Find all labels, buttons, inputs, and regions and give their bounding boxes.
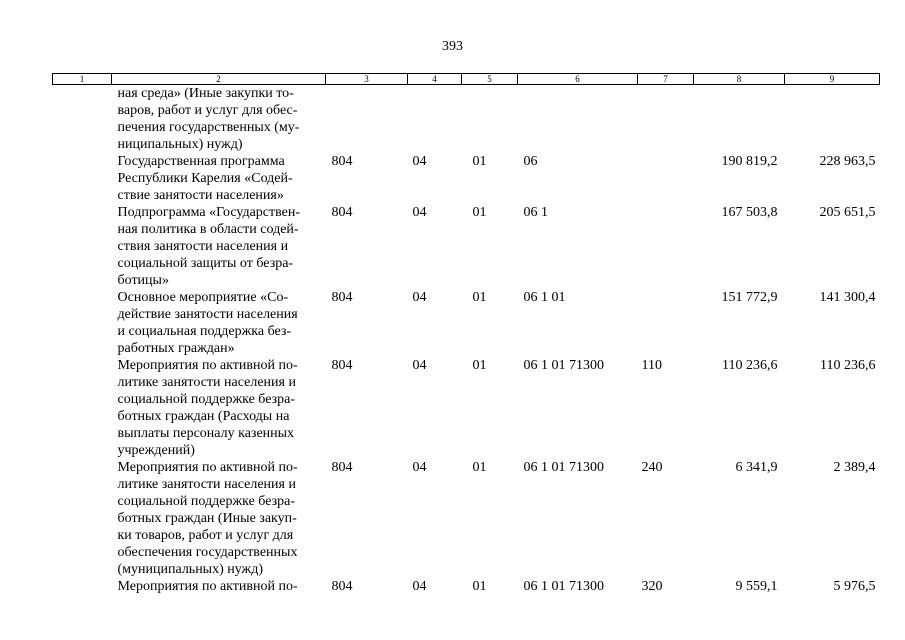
table-header (53, 74, 880, 85)
header-row (53, 74, 880, 85)
text-line: социальной поддержке безра- (117, 494, 296, 509)
cell-amount-1: 9 559,1 (735, 579, 778, 594)
cell-pr: 01 (472, 290, 487, 305)
text-line: литике занятости населения и (117, 477, 296, 492)
cell-pr: 01 (472, 154, 487, 169)
text-line: и социальная поддержка без- (117, 324, 292, 339)
text-line: ствия занятости населения и (117, 239, 289, 254)
page-number: 393 (442, 39, 463, 54)
text-line: печения государственных (му- (117, 120, 300, 135)
continuation-row (53, 85, 880, 154)
cell-amount-1: 6 341,9 (735, 460, 778, 475)
cell-rz: 04 (412, 460, 427, 475)
cell-amount-2: 2 389,4 (833, 460, 876, 475)
table-row (53, 578, 880, 595)
cell-gr: 804 (331, 460, 353, 475)
cell-vr (638, 204, 694, 289)
cell-gr: 804 (331, 154, 353, 169)
column-header-4: 4 (408, 74, 462, 85)
cell-amount-2: 205 651,5 (819, 205, 876, 220)
cell-amount-2: 228 963,5 (819, 154, 876, 169)
row-name (112, 289, 326, 357)
cell-gr: 804 (331, 358, 353, 373)
text-line: ная политика в области содей- (117, 222, 299, 237)
cell-amount-1: 190 819,2 (721, 154, 778, 169)
text-line: ниципальных) нужд) (117, 137, 243, 152)
column-header-8: 8 (694, 74, 785, 85)
text-line: Мероприятия по активной по- (117, 579, 298, 594)
text-line: ботных граждан (Иные закуп- (117, 511, 297, 526)
cell-gr: 804 (331, 290, 353, 305)
text-line: учреждений) (117, 443, 195, 458)
cell-amount-2: 141 300,4 (819, 290, 876, 305)
text-line: Подпрограмма «Государствен- (117, 205, 301, 220)
row-name (112, 153, 326, 204)
cell-amount-2: 110 236,6 (820, 358, 876, 373)
row-name (112, 459, 326, 578)
cell-cs: 06 1 01 (523, 290, 566, 305)
cell-rz: 04 (412, 205, 427, 220)
budget-table (52, 73, 880, 595)
continuation-text (112, 85, 326, 154)
column-header-1: 1 (53, 74, 112, 85)
text-line: Республики Карелия «Содей- (117, 171, 293, 186)
text-line: ки товаров, работ и услуг для (117, 528, 294, 543)
cell-cs: 06 1 (523, 205, 548, 220)
text-line: варов, работ и услуг для обес- (117, 103, 298, 118)
cell-rz: 04 (412, 290, 427, 305)
table-row (53, 204, 880, 289)
text-line: Государственная программа (117, 154, 285, 169)
column-header-5: 5 (462, 74, 518, 85)
cell-cs: 06 (523, 154, 538, 169)
column-header-7: 7 (638, 74, 694, 85)
cell-vr: 320 (641, 579, 663, 594)
cell-amount-2: 5 976,5 (833, 579, 876, 594)
text-line: (муниципальных) нужд) (117, 562, 264, 577)
cell-vr (638, 289, 694, 357)
cell-amount-1: 110 236,6 (722, 358, 778, 373)
text-line: Мероприятия по активной по- (117, 460, 298, 475)
row-name (112, 578, 326, 595)
column-header-6: 6 (518, 74, 638, 85)
text-line: ствие занятости населения» (117, 188, 284, 203)
table-row (53, 289, 880, 357)
column-header-3: 3 (326, 74, 408, 85)
cell-pr: 01 (472, 579, 487, 594)
cell-vr: 110 (641, 358, 662, 373)
text-line: работных граждан» (117, 341, 235, 356)
cell-vr: 240 (641, 460, 663, 475)
text-line: Мероприятия по активной по- (117, 358, 298, 373)
table-body (53, 85, 880, 596)
cell-pr: 01 (472, 460, 487, 475)
cell-amount-1: 167 503,8 (721, 205, 778, 220)
text-line: ботных граждан (Расходы на (117, 409, 290, 424)
cell-gr: 804 (331, 579, 353, 594)
column-header-2: 2 (112, 74, 326, 85)
text-line: социальной защиты от безра- (117, 256, 294, 271)
text-line: литике занятости населения и (117, 375, 296, 390)
row-name (112, 204, 326, 289)
cell-cs: 06 1 01 71300 (523, 460, 604, 475)
table-row (53, 153, 880, 204)
text-line: обеспечения государственных (117, 545, 298, 560)
cell-pr: 01 (472, 205, 487, 220)
text-line: ботицы» (117, 273, 169, 288)
text-line: действие занятости населения (117, 307, 298, 322)
cell-amount-1: 151 772,9 (721, 290, 778, 305)
row-name (112, 357, 326, 459)
cell-rz: 04 (412, 154, 427, 169)
text-line: Основное мероприятие «Со- (117, 290, 289, 305)
cell-cs: 06 1 01 71300 (523, 579, 604, 594)
cell-rz: 04 (412, 358, 427, 373)
table-row (53, 459, 880, 578)
cell-cs: 06 1 01 71300 (523, 358, 604, 373)
text-line: социальной поддержке безра- (117, 392, 296, 407)
cell-pr: 01 (472, 358, 487, 373)
text-line: выплаты персоналу казенных (117, 426, 295, 441)
text-line: ная среда» (Иные закупки то- (117, 86, 294, 101)
table-row (53, 357, 880, 459)
cell-vr (638, 153, 694, 204)
cell-rz: 04 (412, 579, 427, 594)
column-header-9: 9 (785, 74, 880, 85)
cell-gr: 804 (331, 205, 353, 220)
